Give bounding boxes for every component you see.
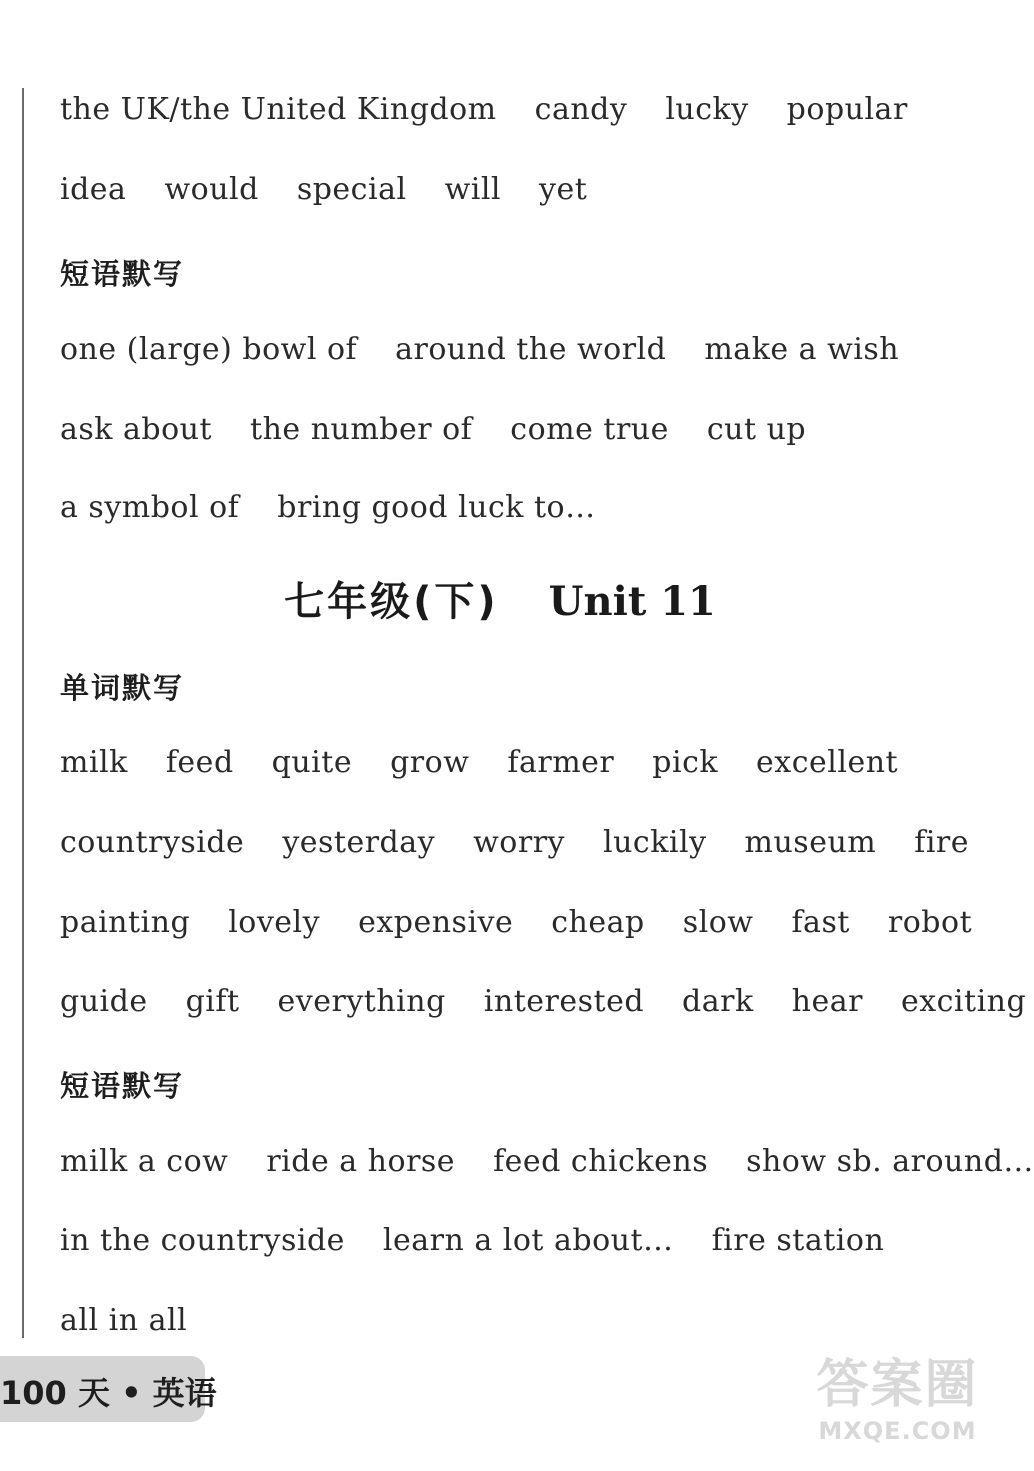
word: idea: [60, 172, 127, 207]
watermark-logo: [805, 1353, 990, 1463]
word: gift: [185, 984, 240, 1019]
phrase: all in all: [60, 1303, 188, 1338]
word: countryside: [60, 825, 245, 860]
word: slow: [682, 905, 754, 940]
phrase: make a wish: [704, 332, 900, 367]
word-row-1: [60, 92, 908, 127]
word-row-6: [60, 984, 1026, 1019]
word: popular: [786, 92, 908, 127]
word: luckily: [602, 825, 707, 860]
word: quite: [271, 745, 353, 780]
word: yet: [539, 172, 588, 207]
phrase-row-1: [60, 332, 899, 367]
phrase: ride a horse: [266, 1144, 456, 1179]
word: would: [164, 172, 259, 207]
word: expensive: [358, 905, 514, 940]
word: hear: [791, 984, 863, 1019]
word: painting: [60, 905, 191, 940]
word: farmer: [507, 745, 615, 780]
word: guide: [60, 984, 148, 1019]
phrase: fire station: [711, 1223, 885, 1258]
phrase: learn a lot about…: [382, 1223, 674, 1258]
phrase: in the countryside: [60, 1223, 345, 1258]
phrase-heading: 短语默写: [60, 257, 185, 291]
word: milk: [60, 745, 128, 780]
phrase: bring good luck to…: [277, 490, 596, 525]
word: candy: [534, 92, 628, 127]
watermark-text: 答案圈: [816, 1355, 979, 1415]
word: lucky: [665, 92, 749, 127]
word: worry: [473, 825, 565, 860]
word: feed: [165, 745, 234, 780]
word-row-3: [60, 745, 898, 780]
unit-label: Unit 11: [548, 578, 716, 625]
word: dark: [682, 984, 754, 1019]
word-row-5: [60, 905, 972, 940]
word: special: [296, 172, 407, 207]
word-row-2: [60, 172, 587, 207]
word: yesterday: [282, 825, 436, 860]
word: interested: [483, 984, 645, 1019]
word: robot: [887, 905, 973, 940]
unit-title: [0, 570, 1000, 627]
word-heading: 单词默写: [60, 671, 185, 705]
phrase-row-6: [60, 1303, 187, 1338]
word: will: [444, 172, 502, 207]
word: fire: [914, 825, 970, 860]
phrase: come true: [510, 412, 669, 447]
phrase: show sb. around…: [746, 1144, 1034, 1179]
word: cheap: [551, 905, 645, 940]
phrase-row-3: [60, 490, 596, 525]
word: fast: [791, 905, 850, 940]
phrase: ask about: [60, 412, 213, 447]
phrase-row-5: [60, 1223, 884, 1258]
word-row-4: [60, 825, 969, 860]
margin-rule: [22, 88, 24, 1338]
phrase: one (large) bowl of: [60, 332, 358, 367]
footer-label: 100 天 • 英语: [0, 1374, 217, 1412]
phrase-row-4: [60, 1144, 1034, 1179]
watermark-url: MXQE.COM: [818, 1417, 977, 1445]
word: excellent: [756, 745, 899, 780]
word: museum: [744, 825, 877, 860]
phrase: the number of: [250, 412, 473, 447]
word: grow: [390, 745, 470, 780]
word: everything: [277, 984, 446, 1019]
word: pick: [652, 745, 719, 780]
phrase-heading: 短语默写: [60, 1069, 185, 1103]
word: lovely: [228, 905, 321, 940]
grade-label: 七年级(下): [284, 579, 499, 625]
phrase: cut up: [706, 412, 807, 447]
phrase: feed chickens: [493, 1144, 709, 1179]
phrase: a symbol of: [60, 490, 240, 525]
phrase-row-2: [60, 412, 806, 447]
word: the UK/the United Kingdom: [60, 92, 497, 127]
phrase: around the world: [395, 332, 667, 367]
phrase: milk a cow: [60, 1144, 229, 1179]
word: exciting: [900, 984, 1027, 1019]
